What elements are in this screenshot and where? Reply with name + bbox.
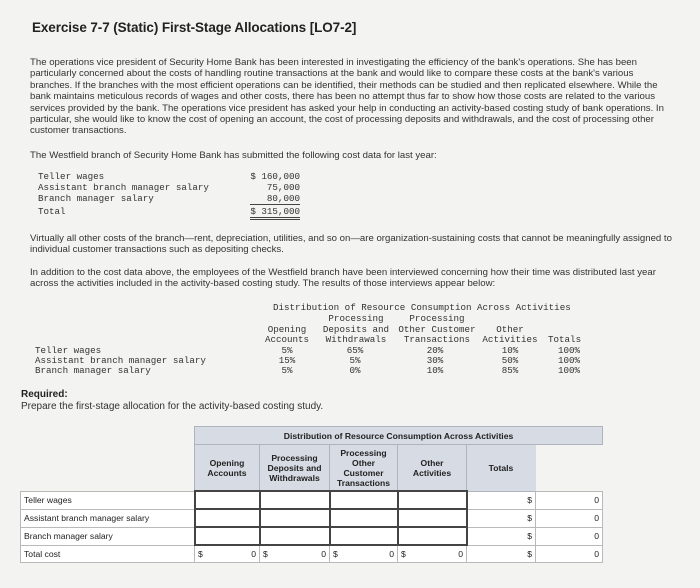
cost-total-label: Total [38, 206, 66, 217]
table-row [21, 527, 603, 545]
row-value: 10% [501, 345, 519, 356]
header-processing-deposits: Processing Deposits and Withdrawals [260, 445, 330, 492]
blank-cell [536, 445, 603, 492]
total-cost-totals-symbol: $ [467, 545, 536, 563]
row-value: 100% [557, 355, 581, 366]
row-value: 30% [426, 355, 444, 366]
header-other-activities: Other Activities [398, 445, 467, 492]
required-text: Prepare the first-stage allocation for the activity-based costing study. [21, 401, 324, 412]
col-header: Other Customer [398, 324, 476, 335]
col-header: Processing [328, 313, 384, 324]
interview-paragraph: In addition to the cost data above, the employees of the Westfield branch have been interviewed concerning how their time was distributed last year across the activities included in the activity-based costing study. The results of those interviews appear below: [30, 267, 656, 290]
cost-label: Branch manager salary [38, 193, 154, 204]
col-header: Processing [409, 313, 465, 324]
col-header: Deposits and [322, 324, 390, 335]
input-manager-other-txn[interactable] [330, 527, 398, 545]
col-header: Other [496, 324, 524, 335]
row-value: 15% [278, 355, 296, 366]
input-assistant-deposits[interactable] [260, 509, 330, 527]
total-assistant-symbol: $ [467, 509, 536, 527]
cost-amount: 75,000 [266, 182, 300, 193]
total-teller-symbol: $ [467, 491, 536, 509]
row-label-teller-wages: Teller wages [21, 491, 195, 509]
row-label: Teller wages [35, 345, 102, 356]
intro-paragraph: The operations vice president of Security Home Bank has been interested in investigating the efficiency of the bank's operations. She has been particularly concerned about the costs of handling routine transactions at the bank and would like to compare these costs at the bank's various branches. If the branches with the most efficient operations can be identified, their methods can be studied and then replicated elsewhere. While the bank maintains meticulous records of wages and other costs, there has been no attempt thus far to show how those costs are related to the various services provided by the bank. The operations vice president has asked your help in conducting an activity-based costing study of bank operations. In particular, she would like to know the cost of opening an account, the cost of processing deposits and withdrawals, and the cost of processing other customer transactions. [30, 57, 664, 137]
cost-amount: 80,000 [250, 193, 300, 205]
col-header: Opening [267, 324, 307, 335]
row-value: 10% [426, 365, 444, 376]
row-value: 0% [349, 365, 361, 376]
total-assistant-value: 0 [536, 509, 603, 527]
row-label-total-cost: Total cost [21, 545, 195, 563]
input-teller-other-activities[interactable] [398, 491, 467, 509]
header-opening-accounts: Opening Accounts [195, 445, 260, 492]
cost-label: Assistant branch manager salary [38, 182, 209, 193]
input-manager-deposits[interactable] [260, 527, 330, 545]
total-cost-deposits: $ 0 [260, 545, 330, 563]
table-row [21, 509, 603, 527]
input-assistant-opening[interactable] [195, 509, 260, 527]
row-value: 5% [281, 345, 293, 356]
required-label: Required: [21, 389, 68, 400]
row-value: 65% [346, 345, 364, 356]
row-value: 20% [426, 345, 444, 356]
col-header: Accounts [264, 334, 310, 345]
header-processing-other-transactions: Processing Other Customer Transactions [330, 445, 398, 492]
row-label-assistant-manager: Assistant branch manager salary [21, 509, 195, 527]
answer-table [20, 426, 603, 563]
input-manager-opening[interactable] [195, 527, 260, 545]
blank-cell [21, 445, 195, 492]
table-row [21, 491, 603, 509]
total-row [21, 545, 603, 563]
answer-table-title: Distribution of Resource Consumption Across Activities [195, 427, 603, 445]
row-label: Branch manager salary [35, 365, 151, 376]
total-cost-totals-value: 0 [536, 545, 603, 563]
row-value: 100% [557, 345, 581, 356]
cost-label: Teller wages [38, 171, 105, 182]
col-header: Activities [482, 334, 538, 345]
input-assistant-other-txn[interactable] [330, 509, 398, 527]
col-header: Transactions [403, 334, 471, 345]
row-value: 50% [501, 355, 519, 366]
cost-total-amount: $ 315,000 [250, 206, 300, 220]
input-teller-opening[interactable] [195, 491, 260, 509]
row-value: 85% [501, 365, 519, 376]
total-cost-opening: $ 0 [195, 545, 260, 563]
row-label: Assistant branch manager salary [35, 355, 206, 366]
input-assistant-other-activities[interactable] [398, 509, 467, 527]
col-header: Withdrawals [325, 334, 387, 345]
input-manager-other-activities[interactable] [398, 527, 467, 545]
blank-cell [21, 427, 195, 445]
row-label-branch-manager: Branch manager salary [21, 527, 195, 545]
row-value: 5% [349, 355, 361, 366]
exercise-title: Exercise 7-7 (Static) First-Stage Allocations [LO7-2] [32, 20, 357, 35]
row-value: 5% [281, 365, 293, 376]
total-teller-value: 0 [536, 491, 603, 509]
organization-paragraph: Virtually all other costs of the branch—rent, depreciation, utilities, and so on—are organization-sustaining costs that cannot be meaningfully assigned to individual customer transactions such as depositing checks. [30, 233, 672, 256]
cost-data-intro: The Westfield branch of Security Home Bank has submitted the following cost data for last year: [30, 150, 437, 161]
input-teller-deposits[interactable] [260, 491, 330, 509]
cost-amount: $ 160,000 [250, 171, 300, 182]
distribution-title: Distribution of Resource Consumption Across Activities [273, 302, 571, 313]
total-cost-other-activities: $ 0 [398, 545, 467, 563]
total-cost-other-txn: $ 0 [330, 545, 398, 563]
total-manager-symbol: $ [467, 527, 536, 545]
header-totals: Totals [467, 445, 536, 492]
col-header: Totals [548, 334, 582, 345]
total-manager-value: 0 [536, 527, 603, 545]
input-teller-other-txn[interactable] [330, 491, 398, 509]
row-value: 100% [557, 365, 581, 376]
